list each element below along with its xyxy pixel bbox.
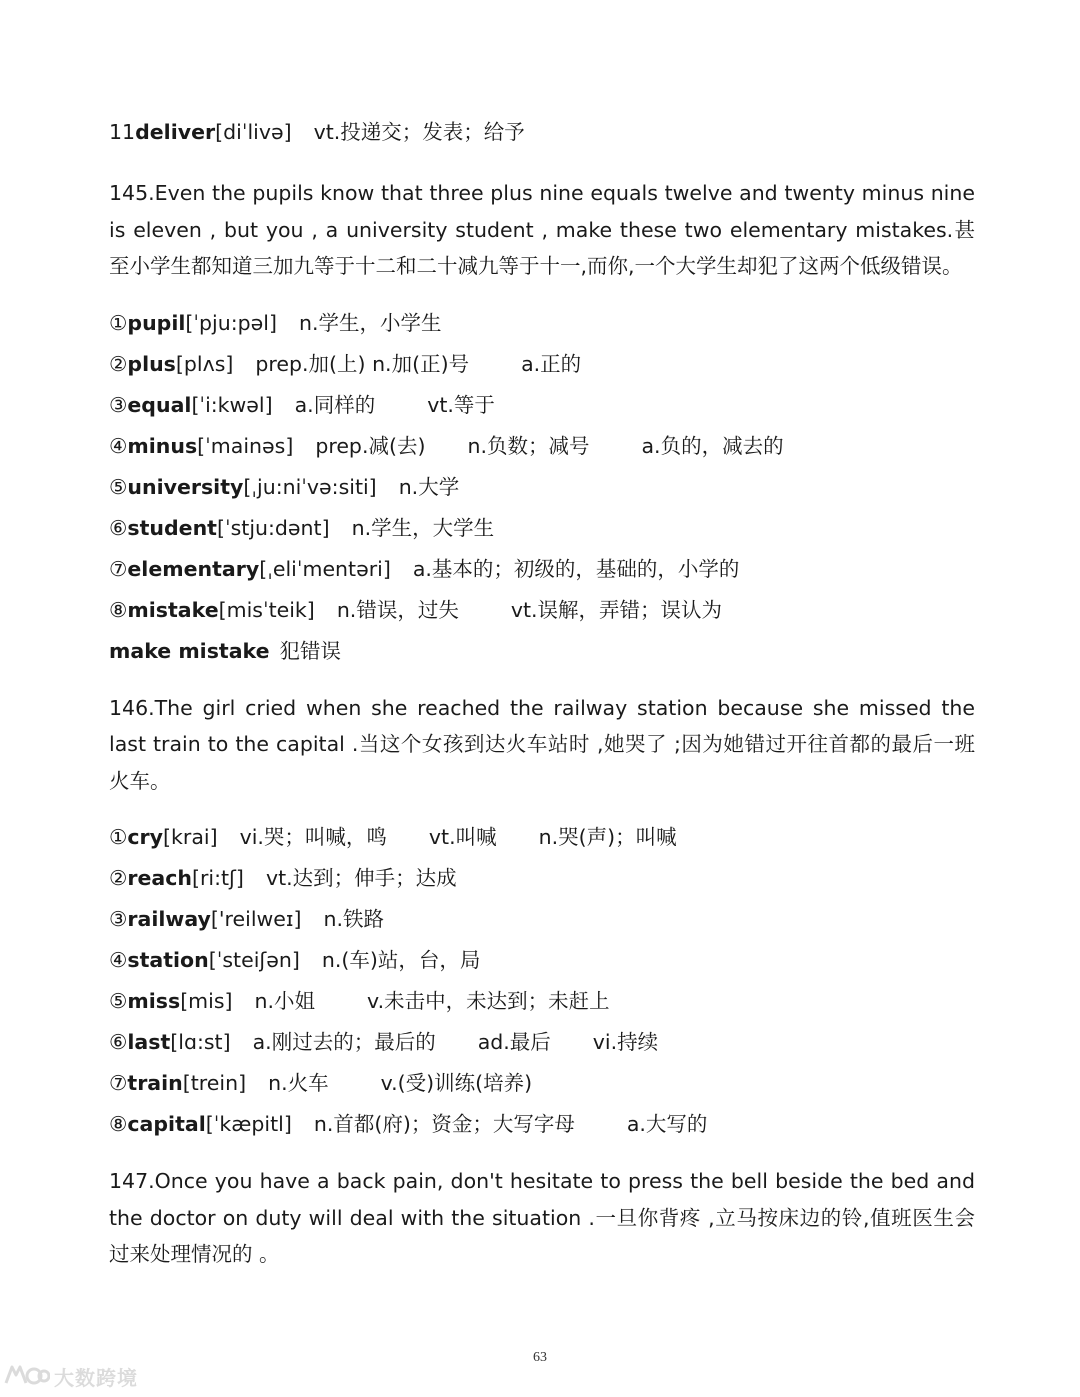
entry-phonetic: [trein] (182, 1071, 247, 1095)
entry-word: cry (127, 825, 164, 849)
entry-word: mistake (127, 597, 219, 622)
entry-phonetic: [ˈpju:pəl] (185, 310, 277, 335)
vocab-entry-elementary (109, 549, 975, 590)
entry-definition: n.(车)站，台，局 (321, 948, 481, 972)
entry-definition: n.负数；减号 (467, 433, 590, 458)
entry-number: ⑧ (109, 1112, 128, 1136)
entry-definition: a.同样的 (294, 392, 376, 417)
entry-definition: ad.最后 (477, 1030, 551, 1054)
entry-definition: vt.达到；伸手；达成 (265, 866, 457, 890)
entry-definition: n.学生，大学生 (351, 515, 495, 540)
vocab-entry-minus (109, 426, 975, 467)
entry-word: miss (127, 989, 181, 1013)
entry-number: ② (109, 866, 128, 890)
entry-phonetic: [ri:tʃ] (191, 866, 244, 890)
entry-word: station (127, 948, 209, 972)
vocab-entry-deliver (109, 112, 975, 153)
entry-definition: vt.投递交；发表；给予 (313, 120, 525, 144)
vocab-entry-university (109, 467, 975, 508)
entry-phonetic: [misˈteik] (218, 597, 315, 622)
entry-number: ③ (109, 907, 128, 931)
entry-word: capital (127, 1112, 206, 1136)
entry-definition: n.小姐 (254, 989, 316, 1013)
entry-definition: vt.叫喊 (428, 825, 497, 849)
vocab-entry-last (109, 1022, 975, 1063)
entry-definition: n.学生，小学生 (298, 310, 442, 335)
entry-phonetic: [ˈstju:dənt] (216, 515, 330, 540)
vocab-entry-train (109, 1063, 975, 1104)
entry-number: ⑦ (109, 556, 128, 581)
entry-number: ① (109, 825, 128, 849)
entry-definition: prep.加(上) n.加(正)号 (255, 351, 470, 376)
entry-number: ⑤ (109, 474, 128, 499)
entry-phonetic: [plʌs] (175, 351, 234, 376)
entry-phonetic: [ˌju:niˈvə:siti] (243, 474, 377, 499)
entry-phonetic: [diˈlivə] (215, 120, 292, 144)
entry-definition: v.未击中，未达到；未赶上 (367, 989, 610, 1013)
example-sentence-147: 147.Once you have a back pain, don't hesitate to press the bell beside the bed and the doctor on duty will deal with the situation .一旦你背疼 ,立马按床边的铃,值班医生会过来处理情况的 。 (109, 1169, 975, 1266)
entry-definition: a.负的，减去的 (641, 433, 784, 458)
entry-word: last (127, 1030, 171, 1054)
page-number: 63 (533, 1350, 547, 1365)
entry-number: 11 (109, 120, 136, 144)
entry-word: train (127, 1071, 183, 1095)
entry-phonetic: [ˈsteiʃən] (208, 948, 300, 972)
entry-phonetic: [ˈmainəs] (197, 433, 294, 458)
vocab-entry-reach (109, 858, 975, 899)
entry-definition: n.火车 (268, 1071, 329, 1095)
entry-phonetic: [ˈkæpitl] (205, 1112, 292, 1136)
entry-phonetic: [ˈi:kwəl] (191, 392, 273, 417)
entry-definition: vi.哭；叫喊，鸣 (239, 825, 387, 849)
vocab-entry-capital (109, 1104, 975, 1145)
vocab-entry-station (109, 940, 975, 981)
vocab-entry-railway (109, 899, 975, 940)
entry-phonetic: ['reilweɪ] (210, 907, 302, 931)
entry-phonetic: [ˌeliˈmentəri] (259, 556, 391, 581)
entry-definition: vt.等于 (427, 392, 495, 417)
vocab-entry-cry (109, 817, 975, 858)
entry-word: plus (127, 351, 176, 376)
vocab-entry-pupil (109, 303, 975, 344)
entry-word: university (127, 474, 244, 499)
entry-word: railway (127, 907, 211, 931)
entry-number: ⑧ (109, 597, 128, 622)
watermark-text: 大数跨境 (54, 1365, 138, 1390)
entry-number: ④ (109, 433, 128, 458)
phrase-make-mistake (109, 631, 975, 672)
entry-phonetic: [mis] (180, 989, 233, 1013)
entry-definition: n.哭(声)；叫喊 (538, 825, 677, 849)
vocab-entry-student (109, 508, 975, 549)
entry-number: ① (109, 310, 128, 335)
entry-word: elementary (127, 556, 260, 581)
entry-definition: n.大学 (398, 474, 460, 499)
entry-word: pupil (127, 310, 186, 335)
entry-word: equal (127, 392, 192, 417)
watermark-logo-icon (2, 1361, 50, 1391)
entry-number: ② (109, 351, 128, 376)
document-page (109, 112, 975, 1273)
vocab-entry-plus (109, 344, 975, 385)
entry-number: ⑥ (109, 1030, 128, 1054)
entry-definition: n.首都(府)；资金；大写字母 (313, 1112, 575, 1136)
entry-phonetic: [krai] (163, 825, 218, 849)
example-sentence-146: 146.The girl cried when she reached the railway station because she missed the last train to the capital .当这个女孩到达火车站时 ,她哭了 ;因为她错过开往首都的最后一班火车。 (109, 695, 975, 793)
entry-word: deliver (135, 120, 216, 144)
entry-definition: a.刚过去的；最后的 (252, 1030, 436, 1054)
entry-definition: prep.减(去) (315, 433, 426, 458)
entry-word: reach (127, 866, 192, 890)
entry-number: ③ (109, 392, 128, 417)
entry-definition: a.大写的 (626, 1112, 708, 1136)
phrase-text: make mistake (109, 638, 270, 663)
entry-phonetic: [lɑ:st] (170, 1030, 231, 1054)
entry-number: ⑥ (109, 515, 128, 540)
watermark (2, 1358, 138, 1394)
entry-number: ⑤ (109, 989, 128, 1013)
vocab-entry-miss (109, 981, 975, 1022)
entry-definition: v.(受)训练(培养) (380, 1071, 533, 1095)
entry-definition: n.铁路 (323, 907, 385, 931)
entry-word: minus (127, 433, 198, 458)
entry-number: ⑦ (109, 1071, 128, 1095)
entry-definition: a.基本的；初级的，基础的，小学的 (412, 556, 740, 581)
entry-definition: n.错误，过失 (336, 597, 459, 622)
entry-definition: vi.持续 (592, 1030, 659, 1054)
entry-number: ④ (109, 948, 128, 972)
phrase-meaning: 犯错误 (279, 638, 342, 663)
vocab-entry-equal (109, 385, 975, 426)
entry-word: student (127, 515, 217, 540)
entry-definition: vt.误解，弄错；误认为 (510, 597, 723, 622)
entry-definition: a.正的 (521, 351, 582, 376)
example-sentence-145: 145.Even the pupils know that three plus nine equals twelve and twenty minus nine is eleven , but you , a university student , make these two elementary mistakes.甚至小学生都知道三加九等于十二和二十减九等于十一,而你,一个大学生却犯了这两个低级错误。 (109, 181, 975, 278)
vocab-entry-mistake (109, 590, 975, 631)
